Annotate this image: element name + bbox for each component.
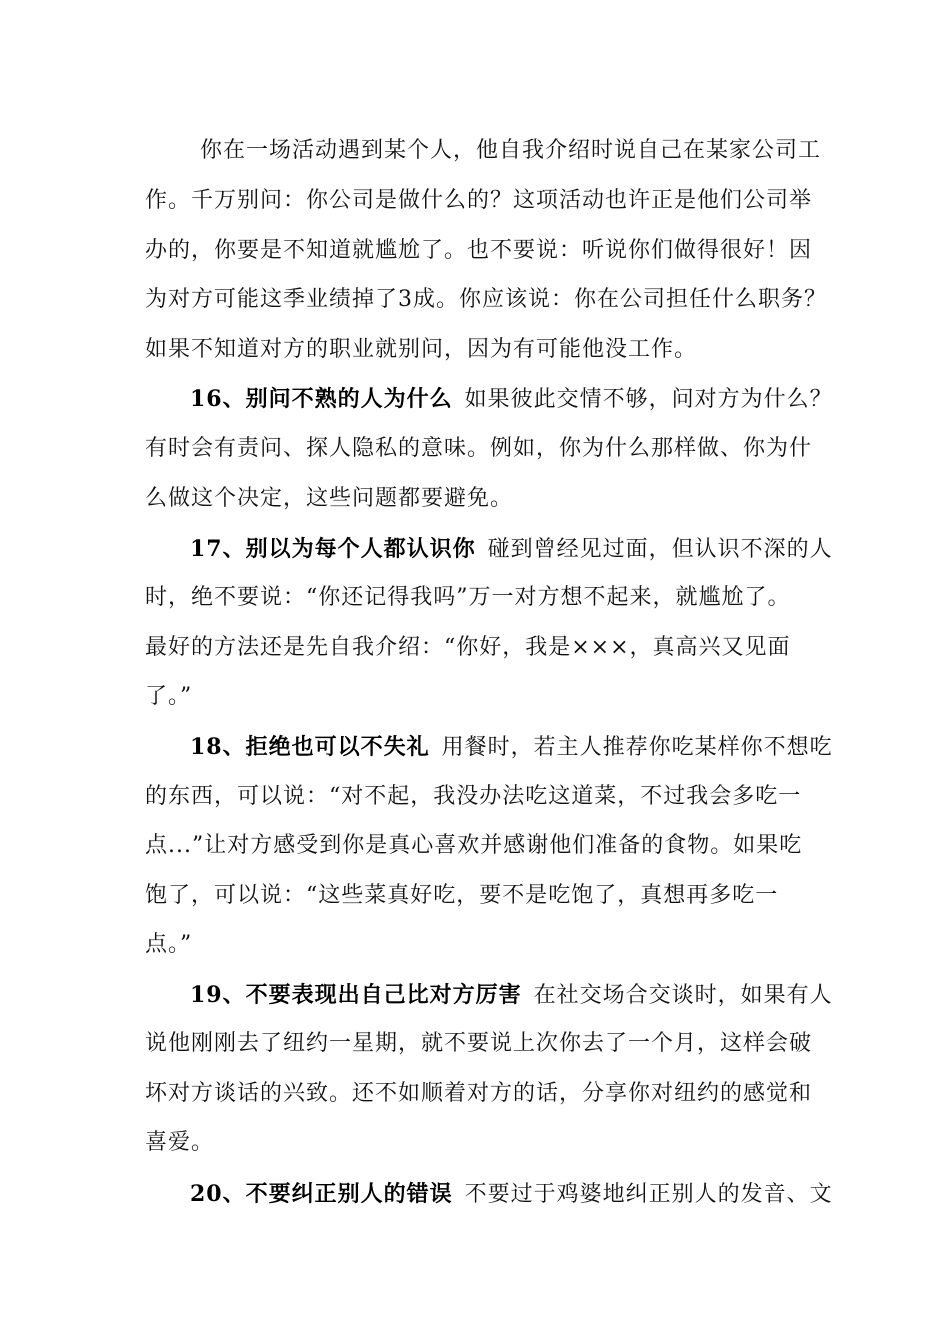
tip-19-first-line — [190, 978, 890, 1012]
tip-20-text: 不要过于鸡婆地纠正别人的发音、文 — [464, 1182, 833, 1207]
tip-16-heading: 16、别问不熟的人为什么 — [190, 386, 453, 412]
paragraph-line: 了。” — [145, 684, 193, 709]
paragraph-line: 作。千万别问：你公司是做什么的？这项活动也许正是他们公司举 — [145, 188, 813, 213]
tip-17-heading: 17、别以为每个人都认识你 — [190, 536, 476, 562]
paragraph-line: 你在一场活动遇到某个人，他自我介绍时说自己在某家公司工 — [200, 138, 822, 163]
tip-18-first-line — [190, 730, 890, 764]
paragraph-line: 坏对方谈话的兴致。还不如顺着对方的话，分享你对纽约的感觉和 — [145, 1081, 813, 1106]
paragraph-line: 点...”让对方感受到你是真心喜欢并感谢他们准备的食物。如果吃 — [145, 833, 803, 858]
tip-17-first-line — [190, 532, 890, 566]
tip-17-text: 碰到曾经见过面，但认识不深的人 — [487, 537, 833, 562]
tip-20-heading: 20、不要纠正别人的错误 — [190, 1181, 453, 1207]
paragraph-line: 最好的方法还是先自我介绍：“你好，我是×××，真高兴又见面 — [145, 635, 791, 660]
tip-16-first-line — [190, 382, 890, 416]
paragraph-line: 饱了，可以说：“这些菜真好吃，要不是吃饱了，真想再多吃一 — [145, 883, 779, 908]
tip-16-text: 如果彼此交情不够，问对方为什么？ — [464, 387, 833, 412]
tip-18-text: 用餐时，若主人推荐你吃某样你不想吃 — [441, 735, 833, 760]
tip-20-first-line — [190, 1177, 890, 1211]
paragraph-line: 喜爱。 — [145, 1130, 215, 1155]
paragraph-line: 么做这个决定，这些问题都要避免。 — [145, 486, 514, 511]
tip-19-text: 在社交场合交谈时，如果有人 — [533, 983, 833, 1008]
tip-18-heading: 18、拒绝也可以不失礼 — [190, 734, 430, 760]
tip-19-heading: 19、不要表现出自己比对方厉害 — [190, 982, 522, 1008]
paragraph-line: 有时会有责问、探人隐私的意味。例如，你为什么那样做、你为什 — [145, 436, 813, 461]
paragraph-line: 说他刚刚去了纽约一星期，就不要说上次你去了一个月，这样会破 — [145, 1031, 813, 1056]
paragraph-line: 点。” — [145, 932, 193, 957]
paragraph-line: 为对方可能这季业绩掉了3成。你应该说：你在公司担任什么职务？ — [145, 287, 827, 312]
paragraph-line: 办的，你要是不知道就尴尬了。也不要说：听说你们做得很好！因 — [145, 238, 813, 263]
paragraph-line: 的东西，可以说：“对不起，我没办法吃这道菜，不过我会多吃一 — [145, 784, 802, 809]
paragraph-line: 时，绝不要说：“你还记得我吗”万一对方想不起来，就尴尬了。 — [145, 585, 791, 610]
paragraph-line: 如果不知道对方的职业就别问，因为有可能他没工作。 — [145, 337, 698, 362]
